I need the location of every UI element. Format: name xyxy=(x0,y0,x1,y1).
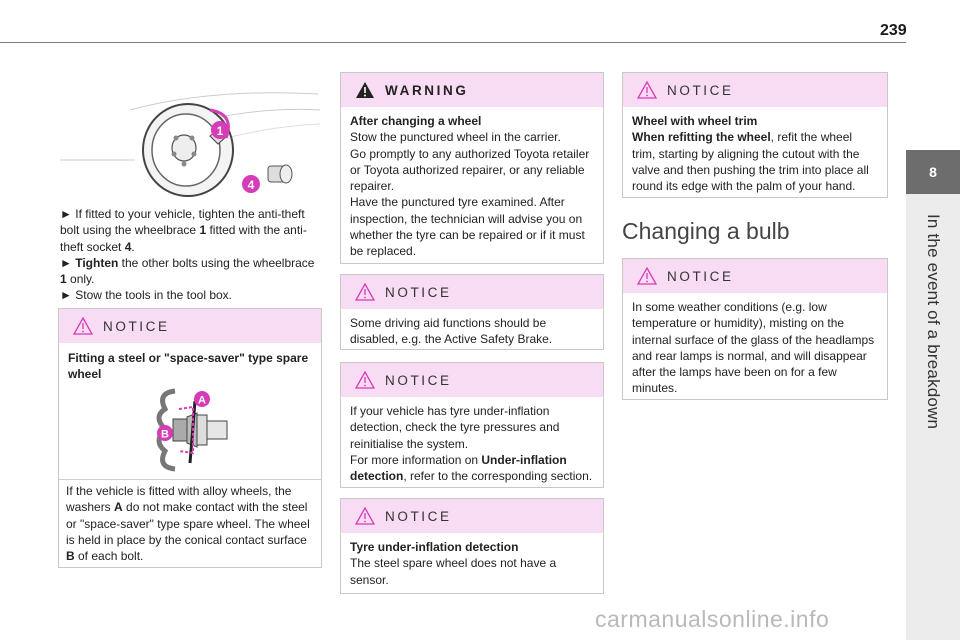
notice-heading: NOTICE xyxy=(385,284,452,300)
step-2: ► Tighten the other bolts using the wheelbrace 1 only. xyxy=(60,255,315,287)
notice-driving-aid xyxy=(340,274,604,350)
step-1: ► If fitted to your vehicle, tighten the anti-theft bolt using the wheelbrace 1 fitted with the anti-theft socket 4. xyxy=(60,207,307,254)
notice-text: Some driving aid functions should be disabled, e.g. the Active Safety Brake. xyxy=(350,316,553,347)
notice-title: Fitting a steel or "space-saver" type spare wheel xyxy=(68,351,309,382)
warning-line-1: Stow the punctured wheel in the carrier. xyxy=(350,130,561,145)
divider xyxy=(59,479,321,480)
chapter-title xyxy=(906,194,960,434)
notice-triangle-icon xyxy=(637,81,657,99)
notice-header xyxy=(341,363,603,397)
notice-text: When refitting the wheel, refit the wheel trim, starting by aligning the cutout with the valve and then pushing the trim into place all round its edge with the palm of your hand. xyxy=(632,130,869,194)
figure-label-a: A xyxy=(198,394,206,407)
step-3: ► Stow the tools in the tool box. xyxy=(60,288,232,303)
section-title: Changing a bulb xyxy=(622,218,790,244)
figure-label-1: 1 xyxy=(216,124,224,138)
notice-steel-wheel xyxy=(58,308,322,568)
steps-list xyxy=(60,206,316,304)
chapter-title-text: In the event of a breakdown xyxy=(924,214,943,430)
notice-wheel-trim xyxy=(622,72,888,198)
warning-line-3: Have the punctured tyre examined. After inspection, the technician will advise you on whether the tyre can be repaired or if it must be replaced. xyxy=(350,195,585,259)
notice-text: The steel spare wheel does not have a sensor. xyxy=(350,556,557,587)
figure-label-4: 4 xyxy=(247,178,255,192)
notice-heading: NOTICE xyxy=(385,508,452,524)
chapter-tab[interactable]: 8 xyxy=(906,150,960,194)
warning-title: After changing a wheel xyxy=(350,114,482,128)
notice-header xyxy=(623,73,887,107)
warning-heading: WARNING xyxy=(385,82,469,98)
notice-header xyxy=(59,309,321,343)
notice-header xyxy=(341,499,603,533)
warning-triangle-icon xyxy=(355,81,375,99)
notice-triangle-icon xyxy=(355,283,375,301)
warning-header xyxy=(341,73,603,107)
notice-paragraph: If the vehicle is fitted with alloy wheels, the washers A do not make contact with the steel or "space-saver" type spare wheel. The wheel is held in place by the conical contact surface B of each bolt. xyxy=(66,484,310,564)
notice-header xyxy=(341,275,603,309)
notice-heading: NOTICE xyxy=(385,372,452,388)
warning-after-changing xyxy=(340,72,604,264)
figure-label-b: B xyxy=(161,428,169,441)
notice-header xyxy=(623,259,887,293)
notice-text-1: If your vehicle has tyre under-inflation detection, check the tyre pressures and reinitialise the system. xyxy=(350,404,560,451)
notice-triangle-icon xyxy=(73,317,93,335)
page-number: 239 xyxy=(880,22,907,39)
wheel-bolt-figure xyxy=(60,80,322,198)
notice-title: Wheel with wheel trim xyxy=(632,114,758,128)
notice-spare-sensor xyxy=(340,498,604,594)
notice-title: Tyre under-inflation detection xyxy=(350,540,519,554)
notice-heading: NOTICE xyxy=(667,82,734,98)
warning-line-2: Go promptly to any authorized Toyota retailer or Toyota authorized repairer, or any reliable repairer. xyxy=(350,146,590,194)
notice-text: In some weather conditions (e.g. low temperature or humidity), misting on the internal surface of the glass of the headlamps and rear lamps is normal, and will disappear after the lamps have been on for a few minutes. xyxy=(632,300,875,396)
header-rule xyxy=(0,42,906,43)
notice-misting xyxy=(622,258,888,400)
notice-heading: NOTICE xyxy=(103,318,170,334)
notice-heading: NOTICE xyxy=(667,268,734,284)
notice-triangle-icon xyxy=(355,507,375,525)
notice-triangle-icon xyxy=(355,371,375,389)
footer-watermark: carmanualsonline.info xyxy=(595,606,830,632)
notice-text-2: For more information on Under-inflation detection, refer to the corresponding section. xyxy=(350,452,593,484)
notice-triangle-icon xyxy=(637,267,657,285)
notice-underinflation xyxy=(340,362,604,488)
bolt-washer-figure xyxy=(135,387,255,473)
